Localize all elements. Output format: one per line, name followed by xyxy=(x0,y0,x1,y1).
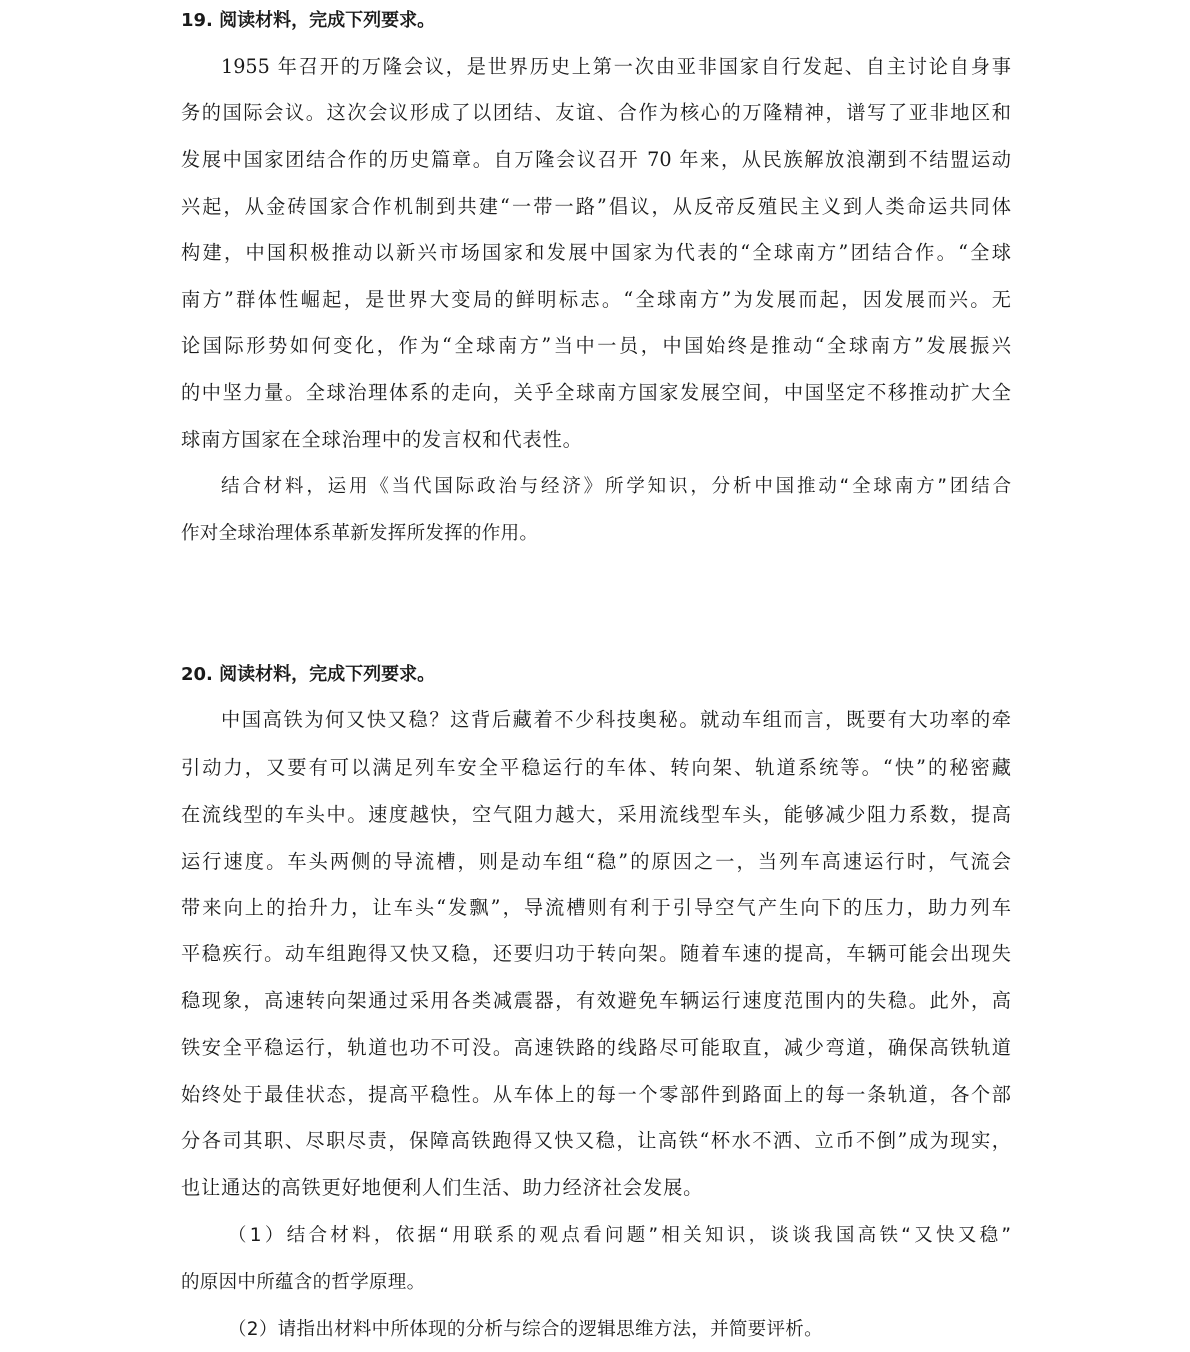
q19-material-line: 的中坚力量。全球治理体系的走向，关乎全球南方国家发展空间，中国坚定不移推动扩大全 xyxy=(181,381,1011,404)
question-20-heading: 20. 阅读材料，完成下列要求。 xyxy=(181,664,436,685)
q20-material-line: 始终处于最佳状态，提高平稳性。从车体上的每一个零部件到路面上的每一条轨道，各个部 xyxy=(181,1083,1011,1106)
q19-material-line: 论国际形势如何变化，作为“全球南方”当中一员，中国始终是推动“全球南方”发展振兴 xyxy=(181,334,1011,357)
q20-material-line: 运行速度。车头两侧的导流槽，则是动车组“稳”的原因之一，当列车高速运行时，气流会 xyxy=(181,850,1011,873)
q19-prompt-line: 作对全球治理体系革新发挥所发挥的作用。 xyxy=(181,523,539,544)
q20-sub-question-1-cont: 的原因中所蕴含的哲学原理。 xyxy=(181,1272,426,1293)
question-19-heading: 19. 阅读材料，完成下列要求。 xyxy=(181,10,436,31)
q19-prompt-line: 结合材料，运用《当代国际政治与经济》所学知识，分析中国推动“全球南方”团结合 xyxy=(221,476,1011,497)
q19-material-line: 构建，中国积极推动以新兴市场国家和发展中国家为代表的“全球南方”团结合作。“全球 xyxy=(181,241,1011,264)
q19-material-line: 兴起，从金砖国家合作机制到共建“一带一路”倡议，从反帝反殖民主义到人类命运共同体 xyxy=(181,195,1011,218)
q20-sub-question-1: （1）结合材料，依据“用联系的观点看问题”相关知识，谈谈我国高铁“又快又稳” xyxy=(228,1225,1011,1246)
q19-material-line: 南方”群体性崛起，是世界大变局的鲜明标志。“全球南方”为发展而起，因发展而兴。无 xyxy=(181,288,1011,311)
q20-material-line: 分各司其职、尽职尽责，保障高铁跑得又快又稳，让高铁“杯水不洒、立币不倒”成为现实， xyxy=(181,1129,1011,1152)
q20-material-line: 在流线型的车头中。速度越快，空气阻力越大，采用流线型车头，能够减少阻力系数，提高 xyxy=(181,803,1011,826)
q20-sub-question-2: （2）请指出材料中所体现的分析与综合的逻辑思维方法，并简要评析。 xyxy=(228,1319,823,1340)
q20-material-line: 平稳疾行。动车组跑得又快又稳，还要归功于转向架。随着车速的提高，车辆可能会出现失 xyxy=(181,942,1011,965)
q19-material-line: 务的国际会议。这次会议形成了以团结、友谊、合作为核心的万隆精神，谱写了亚非地区和 xyxy=(181,101,1011,124)
q20-material-line: 稳现象，高速转向架通过采用各类减震器，有效避免车辆运行速度范围内的失稳。此外，高 xyxy=(181,989,1011,1012)
q19-material-line: 1955 年召开的万隆会议，是世界历史上第一次由亚非国家自行发起、自主讨论自身事 xyxy=(221,55,1011,78)
q20-material-line: 也让通达的高铁更好地便利人们生活、助力经济社会发展。 xyxy=(181,1176,704,1199)
q20-material-line: 引动力，又要有可以满足列车安全平稳运行的车体、转向架、轨道系统等。“快”的秘密藏 xyxy=(181,756,1011,779)
q20-material-line: 中国高铁为何又快又稳？这背后藏着不少科技奥秘。就动车组而言，既要有大功率的牵 xyxy=(221,708,1011,731)
q20-material-line: 铁安全平稳运行，轨道也功不可没。高速铁路的线路尽可能取直，减少弯道，确保高铁轨道 xyxy=(181,1036,1011,1059)
q19-material-line: 发展中国家团结合作的历史篇章。自万隆会议召开 70 年来，从民族解放浪潮到不结盟运动 xyxy=(181,148,1011,171)
q20-material-line: 带来向上的抬升力，让车头“发飘”，导流槽则有利于引导空气产生向下的压力，助力列车 xyxy=(181,896,1011,919)
q19-material-line: 球南方国家在全球治理中的发言权和代表性。 xyxy=(181,428,583,451)
